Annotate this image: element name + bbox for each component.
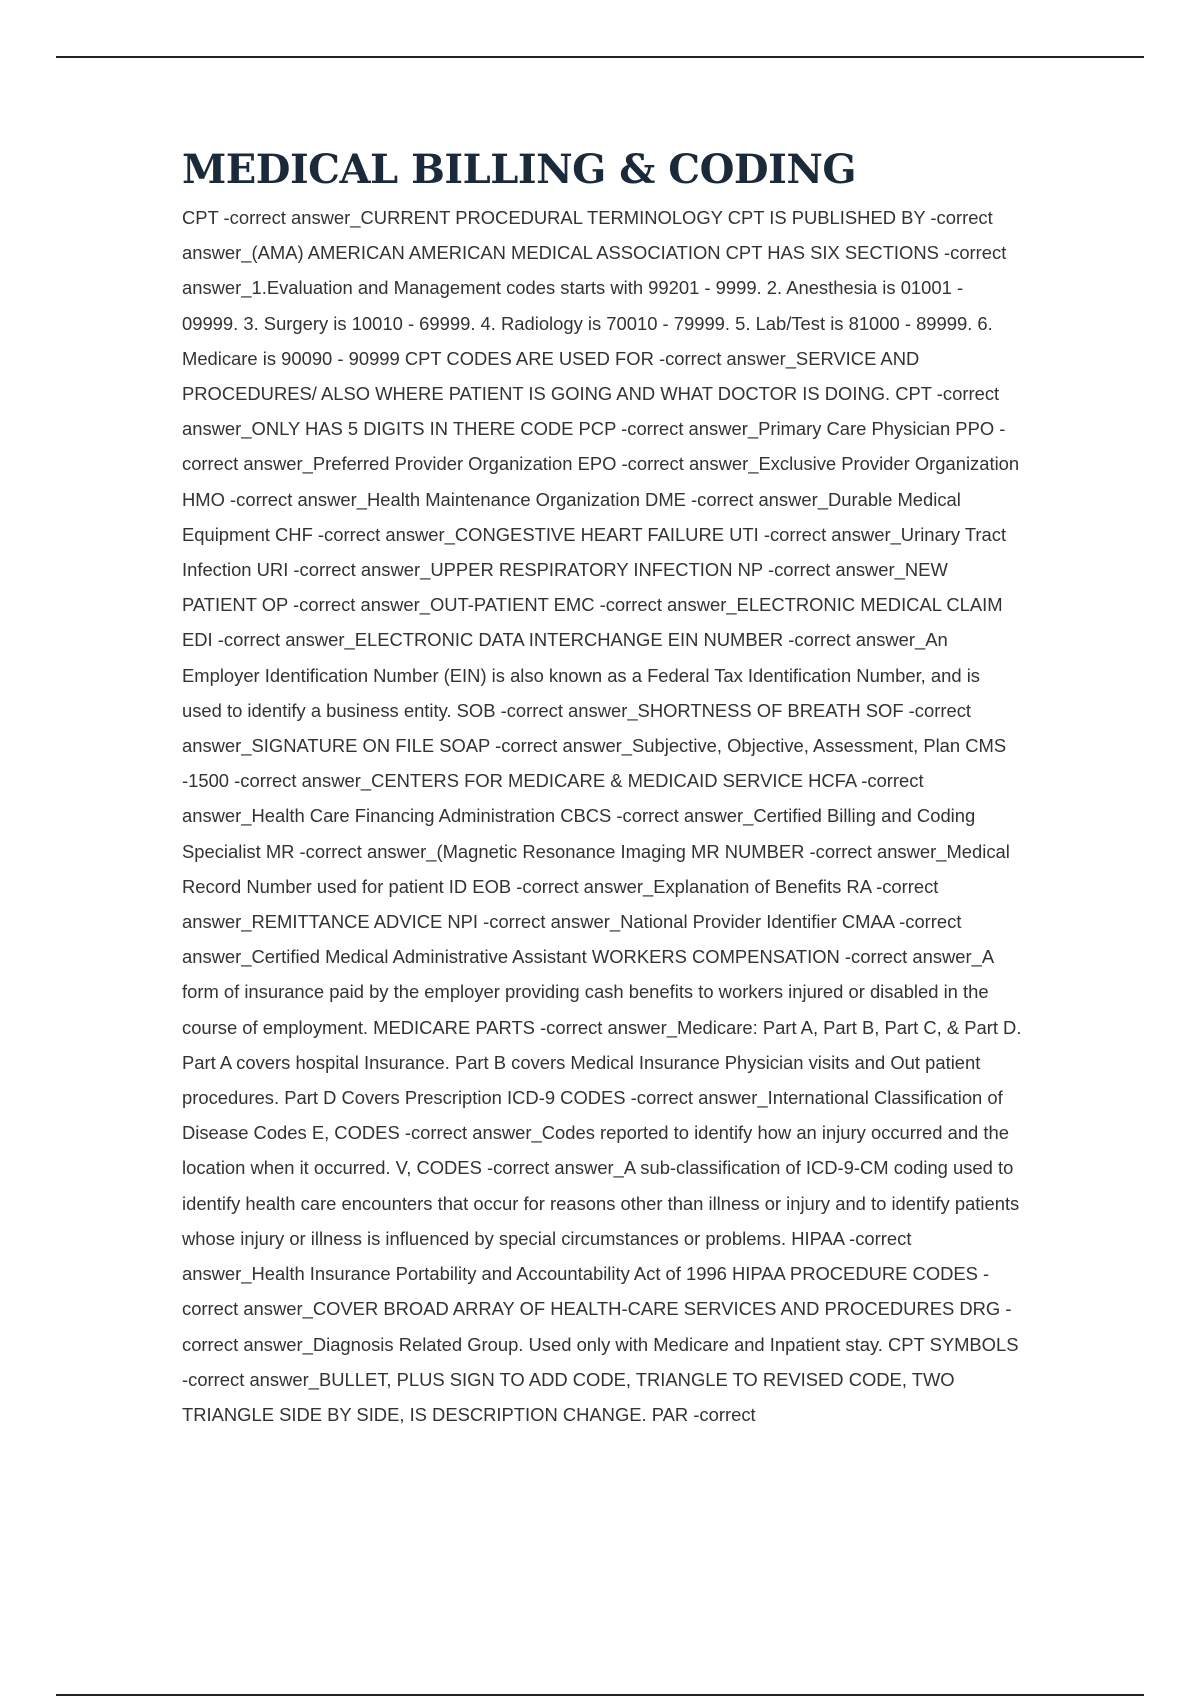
page-content <box>182 146 1022 1432</box>
top-divider <box>56 56 1144 58</box>
document-title: MEDICAL BILLING & CODING <box>182 146 857 193</box>
document-body-text: CPT -correct answer_CURRENT PROCEDURAL TERMINOLOGY CPT IS PUBLISHED BY -correct answer_(AMA) AMERICAN AMERICAN MEDICAL ASSOCIATION CPT HAS SIX SECTIONS -correct answer_1.Evaluation and Management codes starts with 99201 - 9999. 2. Anesthesia is 01001 - 09999. 3. Surgery is 10010 - 69999. 4. Radiology is 70010 - 79999. 5. Lab/Test is 81000 - 89999. 6. Medicare is 90090 - 90999 CPT CODES ARE USED FOR -correct answer_SERVICE AND PROCEDURES/ ALSO WHERE PATIENT IS GOING AND WHAT DOCTOR IS DOING. CPT -correct answer_ONLY HAS 5 DIGITS IN THERE CODE PCP -correct answer_Primary Care Physician PPO -correct answer_Preferred Provider Organization EPO -correct answer_Exclusive Provider Organization HMO -correct answer_Health Maintenance Organization DME -correct answer_Durable Medical Equipment CHF -correct answer_CONGESTIVE HEART FAILURE UTI -correct answer_Urinary Tract Infection URI -correct answer_UPPER RESPIRATORY INFECTION NP -correct answer_NEW PATIENT OP -correct answer_OUT-PATIENT EMC -correct answer_ELECTRONIC MEDICAL CLAIM EDI -correct answer_ELECTRONIC DATA INTERCHANGE EIN NUMBER -correct answer_An Employer Identification Number (EIN) is also known as a Federal Tax Identification Number, and is used to identify a business entity. SOB -correct answer_SHORTNESS OF BREATH SOF -correct answer_SIGNATURE ON FILE SOAP -correct answer_Subjective, Objective, Assessment, Plan CMS -1500 -correct answer_CENTERS FOR MEDICARE & MEDICAID SERVICE HCFA -correct answer_Health Care Financing Administration CBCS -correct answer_Certified Billing and Coding Specialist MR -correct answer_(Magnetic Resonance Imaging MR NUMBER -correct answer_Medical Record Number used for patient ID EOB -correct answer_Explanation of Benefits RA -correct answer_REMITTANCE ADVICE NPI -correct answer_National Provider Identifier CMAA -correct answer_Certified Medical Administrative Assistant WORKERS COMPENSATION -correct answer_A form of insurance paid by the employer providing cash benefits to workers injured or disabled in the course of employment. MEDICARE PARTS -correct answer_Medicare: Part A, Part B, Part C, & Part D. Part A covers hospital Insurance. Part B covers Medical Insurance Physician visits and Out patient procedures. Part D Covers Prescription ICD-9 CODES -correct answer_International Classification of Disease Codes E, CODES -correct answer_Codes reported to identify how an injury occurred and the location when it occurred. V, CODES -correct answer_A sub-classification of ICD-9-CM coding used to identify health care encounters that occur for reasons other than illness or injury and to identify patients whose injury or illness is influenced by special circumstances or problems. HIPAA -correct answer_Health Insurance Portability and Accountability Act of 1996 HIPAA PROCEDURE CODES -correct answer_COVER BROAD ARRAY OF HEALTH-CARE SERVICES AND PROCEDURES DRG -correct answer_Diagnosis Related Group. Used only with Medicare and Inpatient stay. CPT SYMBOLS -correct answer_BULLET, PLUS SIGN TO ADD CODE, TRIANGLE TO REVISED CODE, TWO TRIANGLE SIDE BY SIDE, IS DESCRIPTION CHANGE. PAR -correct <box>182 207 1022 1425</box>
bottom-divider <box>56 1694 1144 1696</box>
